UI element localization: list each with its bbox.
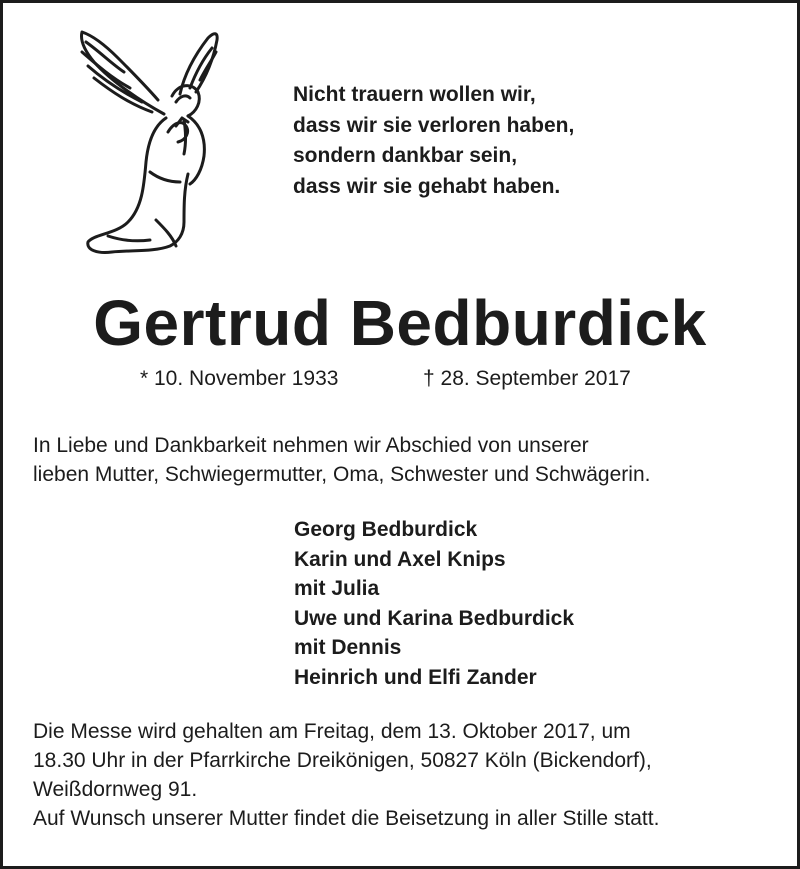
farewell-text: [33, 431, 650, 489]
angel-icon: [72, 22, 222, 262]
quote-line: Nicht trauern wollen wir,: [293, 83, 536, 106]
quote-line: sondern dankbar sein,: [293, 144, 518, 167]
farewell-line: lieben Mutter, Schwiegermutter, Oma, Schwester und Schwägerin.: [33, 463, 651, 486]
death-date: † 28. September 2017: [423, 367, 631, 390]
mourner-name: mit Dennis: [294, 636, 402, 660]
mourner-name: Uwe und Karina Bedburdick: [294, 606, 575, 630]
mourner-name: Karin und Axel Knips: [294, 547, 506, 571]
quote-line: dass wir sie verloren haben,: [293, 113, 575, 137]
mourner-name: Georg Bedburdick: [294, 518, 478, 541]
service-line: Die Messe wird gehalten am Freitag, dem 13. Oktober 2017, um: [33, 720, 631, 743]
deceased-name: Gertrud Bedburdick: [93, 287, 707, 359]
memorial-quote: [293, 80, 574, 202]
mourner-name: mit Julia: [294, 577, 380, 601]
service-info: [33, 717, 659, 833]
quote-line: dass wir sie gehabt haben.: [293, 174, 561, 198]
service-line: Auf Wunsch unserer Mutter findet die Beisetzung in aller Stille statt.: [33, 807, 660, 830]
mourners-list: [294, 515, 574, 693]
service-line: 18.30 Uhr in der Pfarrkirche Dreikönigen, 50827 Köln (Bickendorf),: [33, 749, 652, 772]
birth-date: * 10. November 1933: [140, 367, 339, 390]
service-line: Weißdornweg 91.: [33, 778, 198, 801]
mourner-name: Heinrich und Elfi Zander: [294, 665, 537, 689]
farewell-line: In Liebe und Dankbarkeit nehmen wir Abschied von unserer: [33, 434, 589, 457]
